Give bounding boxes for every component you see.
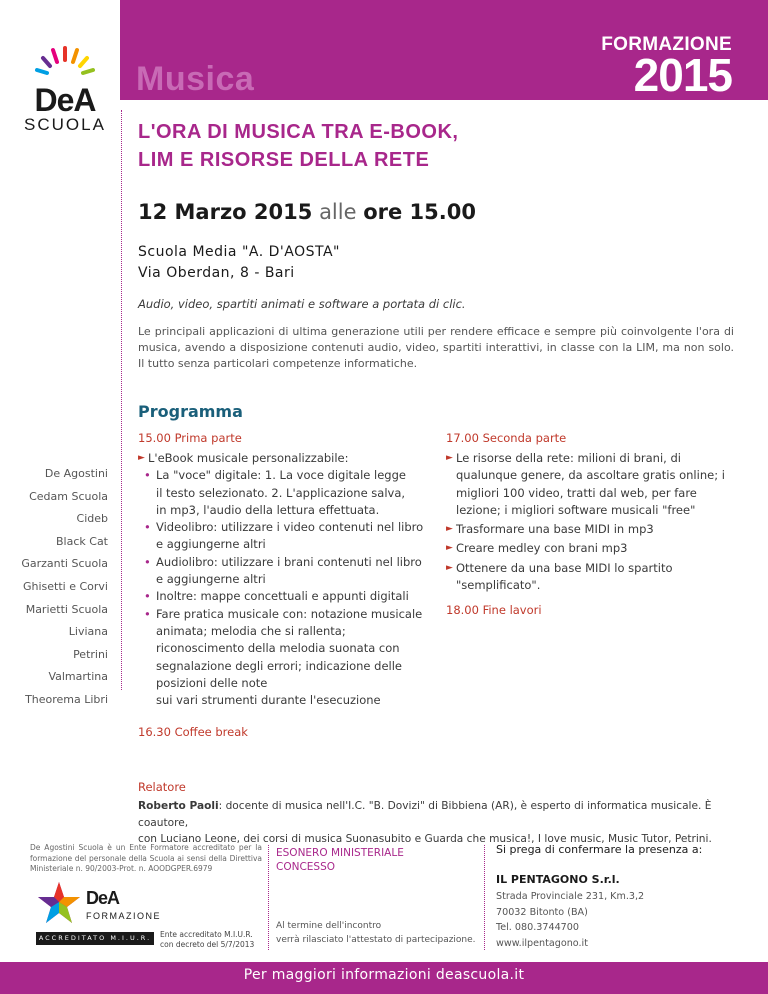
list-item: • La "voce" digitale: 1. La voce digitale legge bbox=[138, 467, 428, 484]
part1-list bbox=[138, 450, 428, 709]
divider bbox=[484, 845, 485, 950]
event-title bbox=[138, 118, 458, 174]
logo-dea-text: DeA bbox=[34, 82, 96, 118]
list-item: ► Creare medley con brani mp3 bbox=[446, 540, 741, 557]
event-venue bbox=[138, 242, 340, 284]
list-item: ► Ottenere da una base MIDI lo spartito bbox=[446, 560, 741, 577]
coffee-break: 16.30 Coffee break bbox=[138, 725, 248, 739]
list-item-cont: segnalazione degli errori; indicazione delle bbox=[156, 658, 402, 673]
relatore-name: Roberto Paoli bbox=[138, 800, 219, 812]
publisher-item: Petrini bbox=[73, 647, 108, 661]
part1-title: 15.00 Prima parte bbox=[138, 431, 242, 445]
list-item-cont: posizioni delle note bbox=[156, 675, 268, 690]
list-item-cont: e aggiungerne altri bbox=[156, 572, 266, 587]
relatore-bio-line1: : docente di musica nell'I.C. "B. Dovizi" di Bibbiena (AR), è esperto di informatica musicale. È coautore, bbox=[138, 800, 712, 829]
contact-block bbox=[496, 843, 702, 951]
accreditation-text: De Agostini Scuola è un Ente Formatore accreditato per la formazione del personale della Scuola ai sensi della Direttiva Ministeriale n. 90/2003-Prot. n. AOODGPER.6979 bbox=[30, 843, 262, 873]
footer-info-link[interactable]: Per maggiori informazioni deascuola.it bbox=[243, 967, 525, 983]
list-item-cont: "semplificato". bbox=[456, 578, 541, 593]
arrow-icon: ► bbox=[446, 543, 453, 554]
list-item-cont: in mp3, l'audio della lettura effettuata. bbox=[156, 502, 380, 517]
publisher-item: Garzanti Scuola bbox=[21, 557, 108, 571]
contact-city: 70032 Bitonto (BA) bbox=[496, 906, 588, 918]
list-item-cont: qualunque genere, da ascoltare gratis online; i bbox=[456, 468, 725, 483]
contact-name: IL PENTAGONO S.r.l. bbox=[496, 873, 620, 886]
dea-scuola-logo bbox=[20, 40, 110, 134]
event-date bbox=[138, 200, 476, 224]
arrow-icon: ► bbox=[446, 453, 453, 463]
contact-address: Strada Provinciale 231, Km.3,2 bbox=[496, 891, 645, 902]
bullet-icon: • bbox=[144, 468, 151, 483]
list-item: ► Le risorse della rete: milioni di brani, di bbox=[446, 450, 741, 467]
list-item-cont: animata; melodia che si rallenta; bbox=[156, 623, 346, 638]
relatore-bio bbox=[138, 798, 738, 848]
footer-logo-dea: DeA bbox=[86, 888, 120, 908]
intro-paragraph: Le principali applicazioni di ultima generazione utili per rendere efficace e sempre più coinvolgente l'ora di musica, avendo a disposizione contenuti audio, video, spartiti interattivi, in classe con la LIM, ma non solo. Il tutto senza particolari competenze informatiche. bbox=[138, 325, 734, 370]
fine-lavori: 18.00 Fine lavori bbox=[446, 603, 542, 617]
bullet-icon: • bbox=[144, 606, 151, 621]
bullet-icon: • bbox=[144, 554, 151, 569]
publisher-item: De Agostini bbox=[44, 467, 108, 480]
list-item: • Fare pratica musicale con: notazione musicale bbox=[138, 606, 428, 623]
list-item-cont: e aggiungerne altri bbox=[156, 537, 266, 552]
publisher-item: Cideb bbox=[76, 512, 108, 526]
vertical-divider bbox=[121, 110, 122, 690]
event-time: ore 15.00 bbox=[363, 200, 476, 224]
event-day: 12 Marzo 2015 bbox=[138, 200, 313, 224]
arrow-icon: ► bbox=[446, 562, 453, 573]
event-title-line2: LIM E RISORSE DELLA RETE bbox=[138, 149, 430, 171]
attestato-notice: Al termine dell'incontro verrà rilasciato l'attestato di partecipazione. bbox=[276, 921, 476, 945]
bullet-icon: • bbox=[144, 589, 151, 604]
subject-label: Musica bbox=[136, 60, 255, 98]
part2-list bbox=[446, 450, 741, 594]
divider bbox=[268, 845, 269, 950]
dea-formazione-star-icon bbox=[36, 880, 82, 926]
programma-heading: Programma bbox=[138, 402, 243, 421]
accreditation-decree: Ente accreditato M.I.U.R. con decreto del 5/7/2013 bbox=[160, 930, 255, 949]
venue-name: Scuola Media "A. D'AOSTA" bbox=[138, 244, 340, 260]
publisher-item: Black Cat bbox=[56, 534, 108, 548]
list-item-cont: sui vari strumenti durante l'esecuzione bbox=[156, 693, 381, 708]
year-label: 2015 bbox=[633, 49, 732, 101]
logo-scuola-text: SCUOLA bbox=[24, 115, 106, 134]
publishers-list bbox=[0, 465, 108, 714]
relatore-bio-line2: con Luciano Leone, dei corsi di musica Suonasubito e Guarda che musica!, I love music, Music Tutor, Petrini. bbox=[138, 833, 712, 845]
list-item: • Inoltre: mappe concettuali e appunti digitali bbox=[138, 588, 428, 605]
footer-logo-formazione: FORMAZIONE bbox=[86, 911, 161, 921]
list-item: ► Trasformare una base MIDI in mp3 bbox=[446, 521, 741, 538]
list-item: • Videolibro: utilizzare i video contenuti nel libro bbox=[138, 519, 428, 536]
publisher-item: Marietti Scuola bbox=[25, 602, 108, 616]
logo-rays-icon bbox=[25, 40, 105, 82]
event-title-line1: L'ORA DI MUSICA TRA E-BOOK, bbox=[138, 121, 459, 143]
part2-title: 17.00 Seconda parte bbox=[446, 431, 567, 445]
list-item: ► L'eBook musicale personalizzabile: bbox=[138, 450, 428, 467]
list-item-cont: il testo selezionato. 2. L'applicazione salva, bbox=[156, 485, 406, 500]
list-item-cont: lezione; i migliori software musicali "free" bbox=[456, 502, 696, 517]
list-item-cont: migliori 100 video, tratti dal web, per fare bbox=[456, 485, 697, 500]
accreditato-bar: ACCREDITATO M.I.U.R. bbox=[36, 932, 154, 945]
arrow-icon: ► bbox=[138, 453, 145, 463]
contact-prompt: Si prega di confermare la presenza a: bbox=[496, 843, 703, 856]
tagline: Audio, video, spartiti animati e software a portata di clic. bbox=[138, 297, 466, 311]
event-connector: alle bbox=[319, 200, 357, 224]
publisher-item: Theorema Libri bbox=[25, 692, 108, 706]
publisher-item: Cedam Scuola bbox=[29, 489, 108, 503]
bullet-icon: • bbox=[144, 520, 151, 535]
list-item-cont: riconoscimento della melodia suonata con bbox=[156, 641, 400, 656]
relatore-heading: Relatore bbox=[138, 780, 186, 794]
publisher-item: Liviana bbox=[68, 625, 108, 639]
venue-address: Via Oberdan, 8 - Bari bbox=[138, 265, 295, 281]
arrow-icon: ► bbox=[446, 524, 453, 535]
publisher-item: Ghisetti e Corvi bbox=[23, 579, 108, 593]
formazione-label: FORMAZIONE bbox=[601, 34, 732, 55]
list-item: • Audiolibro: utilizzare i brani contenuti nel libro bbox=[138, 554, 428, 571]
contact-website-link[interactable]: www.ilpentagono.it bbox=[496, 937, 588, 949]
publisher-item: Valmartina bbox=[48, 670, 108, 684]
contact-phone: Tel. 080.3744700 bbox=[496, 922, 579, 933]
esonero-notice: ESONERO MINISTERIALE CONCESSO bbox=[276, 847, 404, 873]
